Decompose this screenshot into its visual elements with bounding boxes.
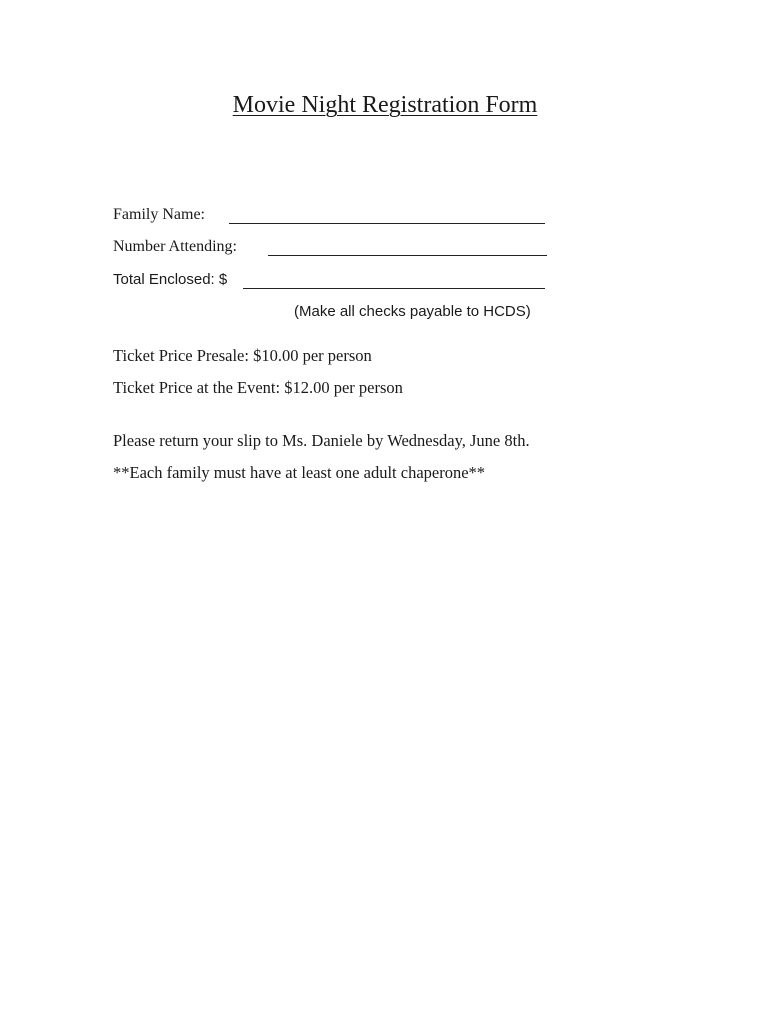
page-title: Movie Night Registration Form [232, 92, 538, 118]
number-attending-label: Number Attending: [113, 238, 237, 255]
number-attending-field[interactable] [268, 238, 547, 256]
family-name-field[interactable] [229, 206, 545, 224]
total-enclosed-row [113, 271, 553, 293]
total-enclosed-label: Total Enclosed: $ [113, 271, 228, 288]
total-enclosed-field[interactable] [243, 271, 545, 289]
event-price-text: Ticket Price at the Event: $12.00 per person [113, 378, 403, 397]
family-name-label: Family Name: [113, 206, 205, 223]
number-attending-row [113, 238, 553, 260]
chaperone-requirement: **Each family must have at least one adult chaperone** [113, 463, 486, 482]
presale-price-text: Ticket Price Presale: $10.00 per person [113, 346, 372, 365]
family-name-row [113, 206, 553, 228]
checks-payable-note: (Make all checks payable to HCDS) [294, 303, 531, 320]
return-slip-instruction: Please return your slip to Ms. Daniele by Wednesday, June 8th. [113, 431, 530, 450]
